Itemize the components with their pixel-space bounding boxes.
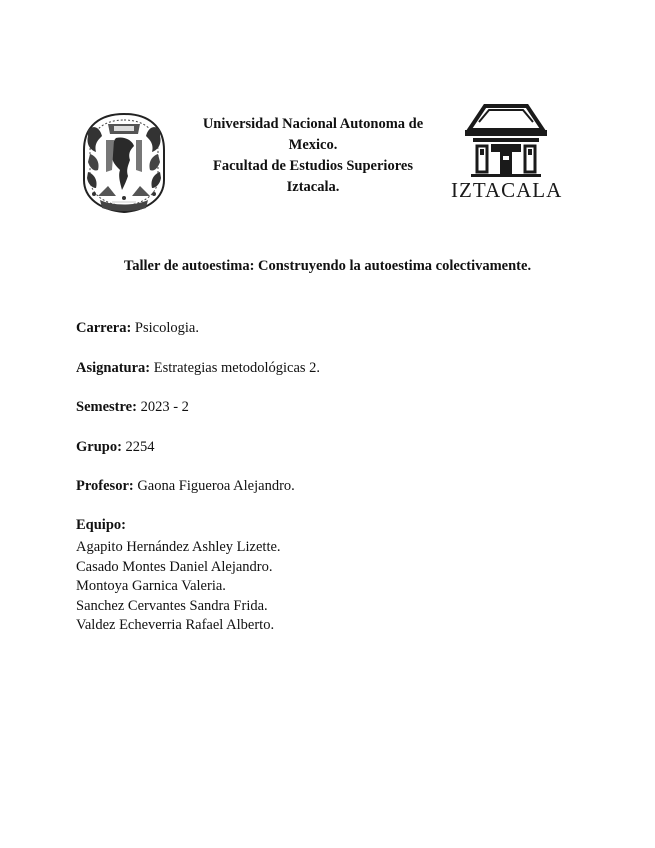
- field-label: Carrera:: [76, 320, 132, 336]
- iztacala-temple-icon: [451, 102, 561, 180]
- team-member: Montoya Garnica Valeria.: [76, 578, 226, 594]
- field-profesor: [76, 478, 295, 495]
- field-value: Gaona Figueroa Alejandro.: [133, 478, 295, 494]
- document-title: Taller de autoestima: Construyendo la autoestima colectivamente.: [123, 258, 532, 274]
- field-semestre: [76, 399, 189, 416]
- header-line-1: Universidad Nacional Autonoma de: [202, 116, 424, 132]
- field-label: Profesor:: [76, 478, 134, 494]
- iztacala-logo-text: IZTACALA: [451, 178, 563, 202]
- field-value: 2023 - 2: [136, 399, 189, 415]
- team-member: Valdez Echeverria Rafael Alberto.: [76, 617, 275, 633]
- field-carrera: [76, 320, 199, 337]
- iztacala-logo: [451, 102, 561, 210]
- team-member: Casado Montes Daniel Alejandro.: [76, 558, 273, 575]
- header-line-4: Iztacala.: [286, 179, 340, 195]
- header-line-2: Mexico.: [288, 137, 338, 153]
- field-label: Asignatura:: [76, 360, 151, 376]
- header-line-3: Facultad de Estudios Superiores: [213, 158, 413, 174]
- document-header: [0, 100, 655, 220]
- team-member: Sanchez Cervantes Sandra Frida.: [76, 597, 268, 614]
- field-grupo: [76, 439, 155, 456]
- field-label: Grupo:: [76, 439, 122, 455]
- team-member: Agapito Hernández Ashley Lizette.: [76, 539, 281, 555]
- institution-name: [178, 114, 448, 198]
- team-list: [76, 538, 281, 636]
- unam-seal-icon: [78, 110, 170, 216]
- team-label: Equipo:: [76, 517, 126, 533]
- field-value: Estrategias metodológicas 2.: [150, 360, 321, 376]
- field-asignatura: [76, 360, 320, 377]
- field-value: 2254: [121, 439, 155, 455]
- field-value: Psicologia.: [131, 320, 199, 336]
- field-label: Semestre:: [76, 399, 137, 415]
